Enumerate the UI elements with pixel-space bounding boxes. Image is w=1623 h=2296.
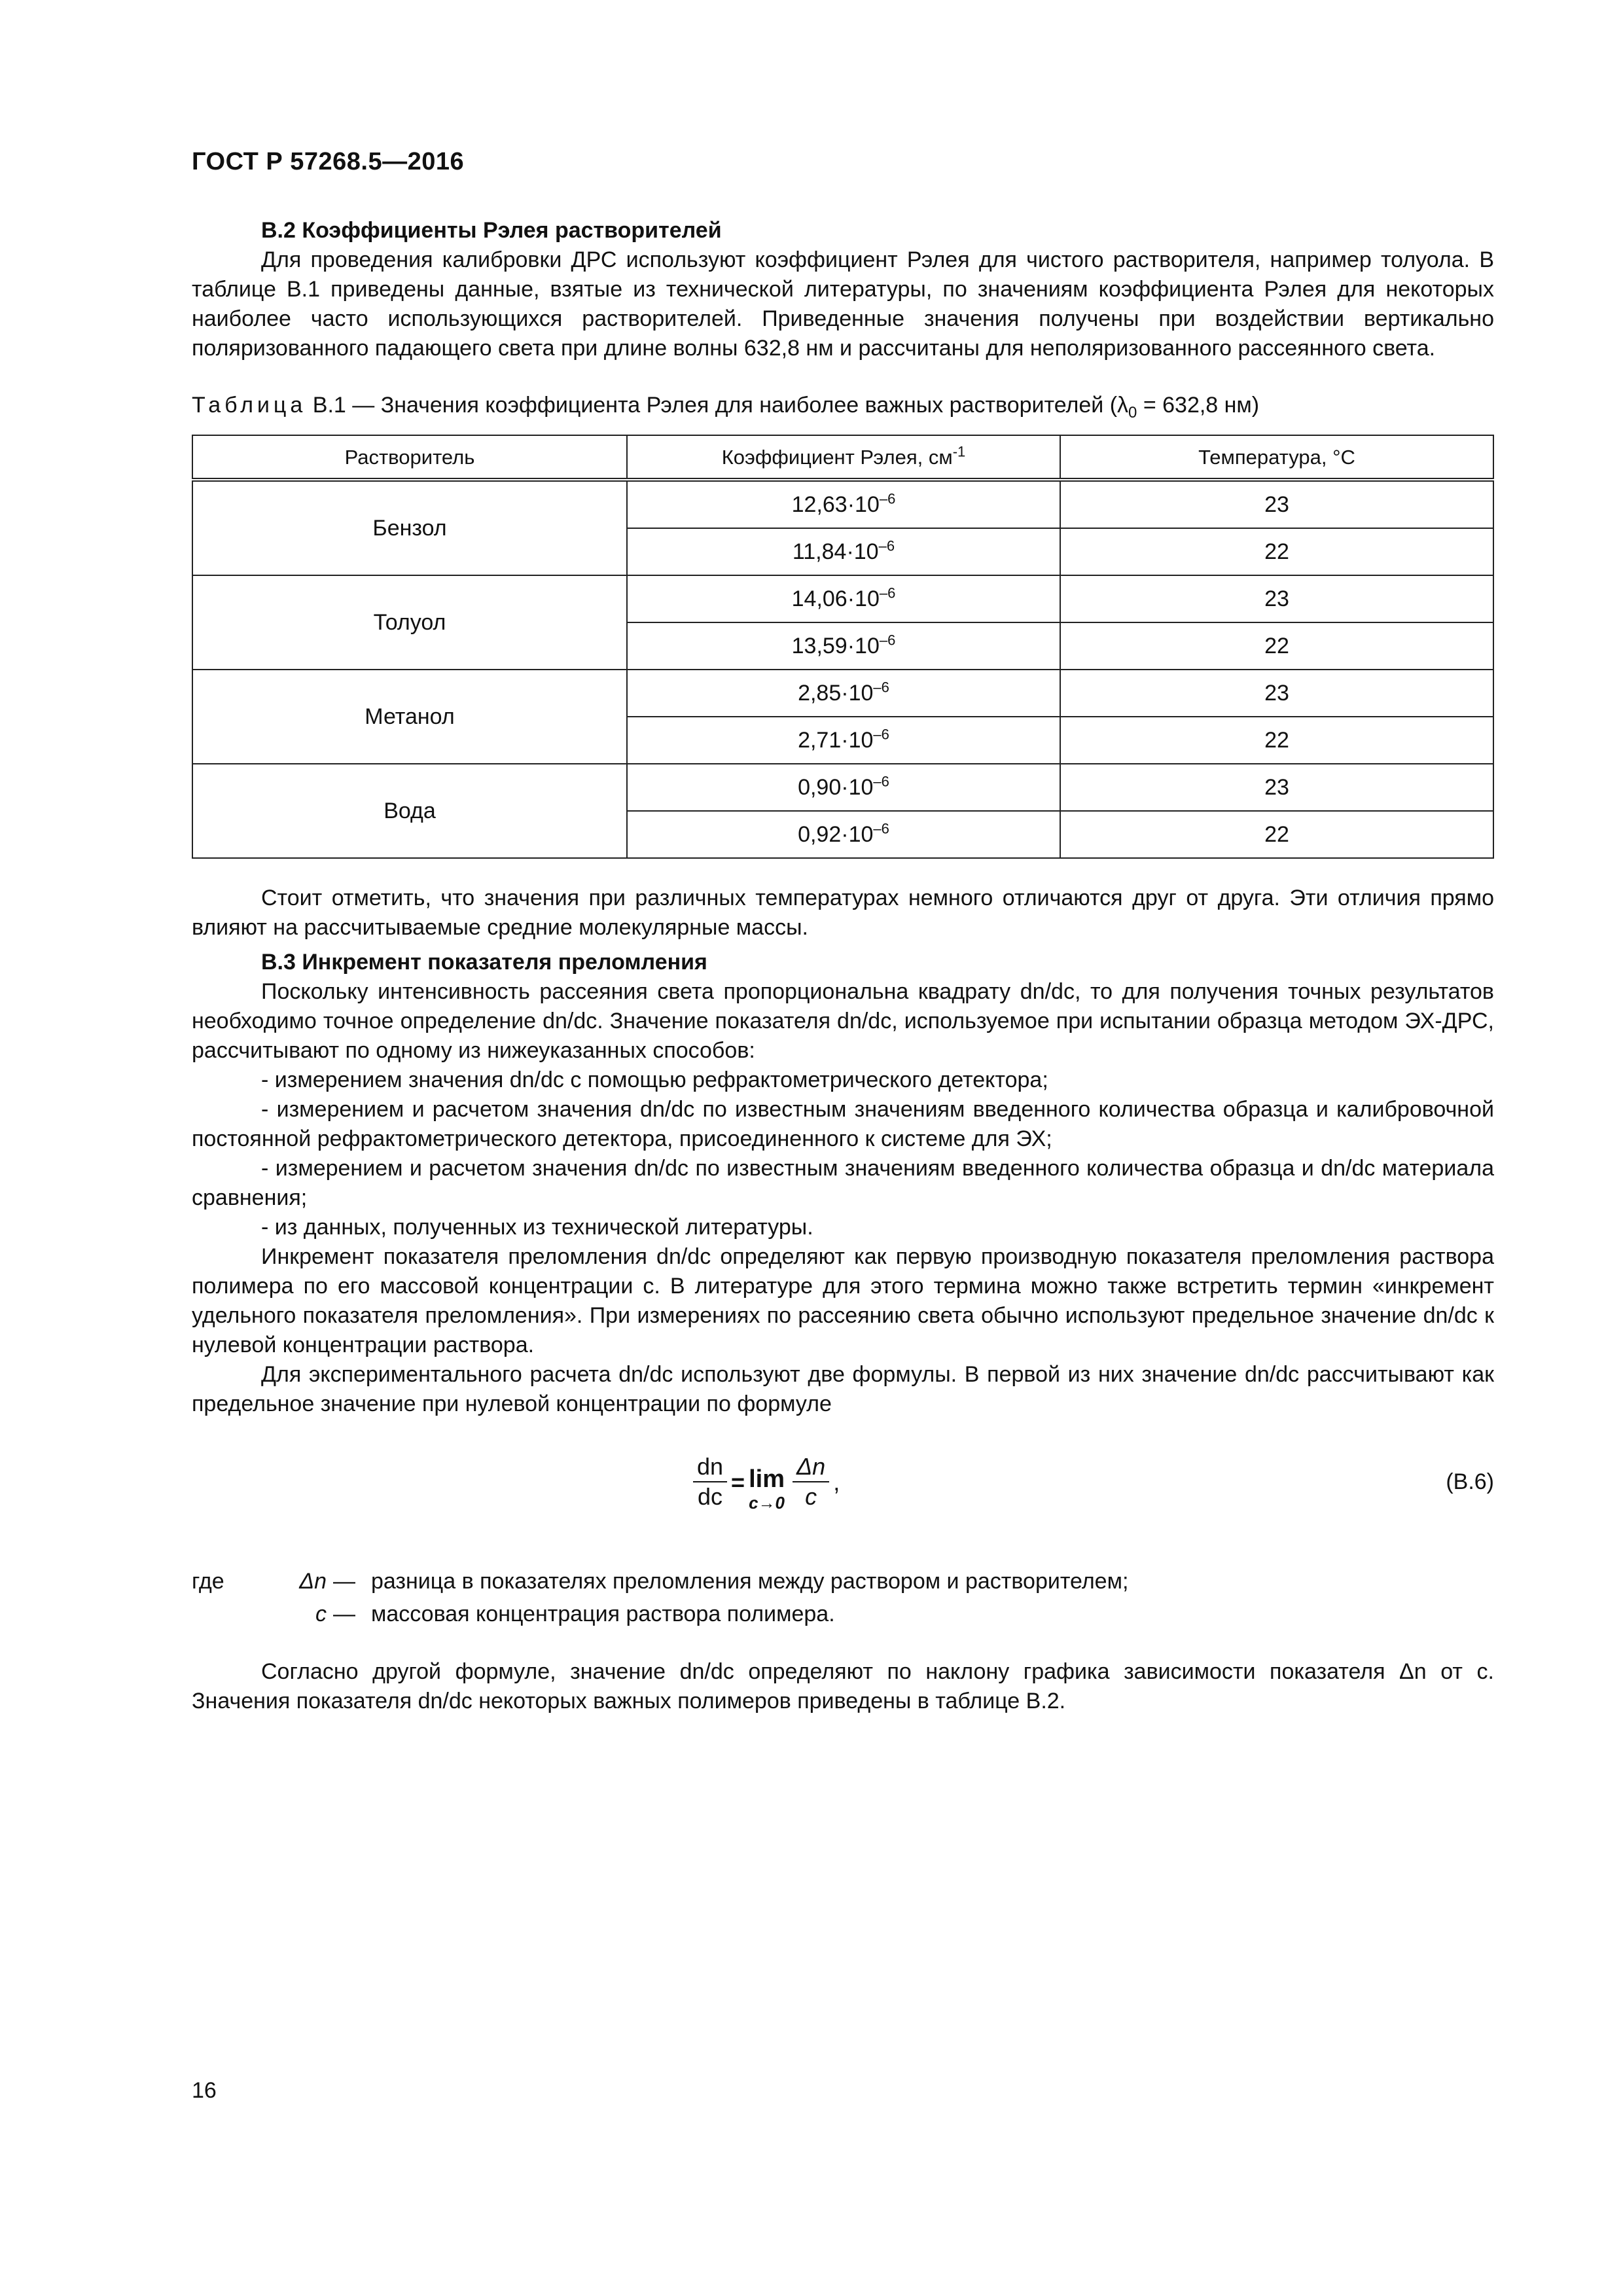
temperature-cell: 22: [1060, 622, 1493, 670]
table-caption: [192, 391, 1494, 420]
coefficient-exponent: –6: [879, 632, 896, 649]
coefficient-cell: [627, 811, 1060, 858]
page-number: 16: [192, 2078, 217, 2103]
coefficient-mantissa: 0,92·10: [798, 821, 874, 847]
table-row: [192, 480, 1493, 528]
formula-b6: [689, 1443, 840, 1521]
temperature-cell: 22: [1060, 528, 1493, 575]
definition-row: [257, 1600, 835, 1629]
fraction-lhs: [693, 1452, 727, 1511]
limit-operator: [749, 1452, 785, 1512]
section-heading-b3: В.3 Инкремент показателя преломления: [261, 950, 707, 975]
coefficient-mantissa: 2,71·10: [798, 727, 874, 753]
list-item: - измерением значения dn/dc с помощью рефрактометрического детектора;: [261, 1067, 1048, 1092]
coefficient-exponent: –6: [879, 490, 896, 507]
coefficient-exponent: –6: [873, 773, 889, 790]
column-header-solvent: Растворитель: [192, 435, 627, 480]
temperature-cell: 23: [1060, 670, 1493, 717]
table-row: [192, 575, 1493, 622]
coefficient-cell: [627, 480, 1060, 528]
column-header-coefficient: [627, 435, 1060, 480]
solvent-cell: Метанол: [192, 670, 627, 764]
temperature-cell: 22: [1060, 717, 1493, 764]
fraction-numerator: dn: [693, 1452, 727, 1482]
coefficient-cell: [627, 717, 1060, 764]
definition-symbol: Δn: [299, 1569, 327, 1594]
coefficient-cell: [627, 575, 1060, 622]
list-item: - измерением и расчетом значения dn/dc по известным значениям введенного количества образца и dn/dc материала сравнения;: [192, 1156, 1494, 1210]
solvent-cell: Толуол: [192, 575, 627, 670]
solvent-cell: Бензол: [192, 480, 627, 575]
definition-text: разница в показателях преломления между раствором и растворителем;: [371, 1569, 1129, 1594]
table-row: [192, 670, 1493, 717]
fraction-numerator: Δn: [793, 1452, 829, 1482]
table-header-row: [192, 435, 1493, 480]
temperature-cell: 22: [1060, 811, 1493, 858]
definition-dash: —: [333, 1569, 355, 1594]
coefficient-cell: [627, 670, 1060, 717]
table-caption-sub: 0: [1128, 403, 1137, 422]
definition-symbol: c: [315, 1602, 327, 1626]
equation-number: (В.6): [1446, 1469, 1494, 1494]
paragraph-after-table: Стоит отметить, что значения при различных температурах немного отличаются друг от друга. Эти отличия прямо влияют на рассчитываемые средние молекулярные массы.: [192, 886, 1494, 940]
coefficient-mantissa: 11,84·10: [792, 539, 879, 564]
temperature-cell: 23: [1060, 480, 1493, 528]
column-header-coefficient-label: Коэффициент Рэлея, см: [721, 445, 953, 469]
section-heading-b2: В.2 Коэффициенты Рэлея растворителей: [261, 218, 722, 243]
table-caption-text: В.1 — Значения коэффициента Рэлея для наиболее важных растворителей (λ: [312, 393, 1129, 418]
coefficient-exponent: –6: [879, 584, 896, 601]
table-caption-end: = 632,8 нм): [1137, 393, 1260, 418]
rayleigh-table: [192, 435, 1494, 859]
list-item: - измерением и расчетом значения dn/dc по известным значениям введенного количества образца и калибровочной постоянной рефрактометрического детектора, присоединенного к системе для ЭХ;: [192, 1097, 1494, 1151]
definition-dash: —: [333, 1602, 355, 1626]
where-label: где: [192, 1569, 224, 1594]
coefficient-mantissa: 0,90·10: [798, 774, 874, 800]
list-item: - из данных, полученных из технической литературы.: [261, 1215, 813, 1240]
variable-definitions: [192, 1567, 1494, 1632]
coefficient-exponent: –6: [878, 537, 895, 554]
coefficient-exponent: –6: [873, 679, 889, 696]
coefficient-cell: [627, 764, 1060, 811]
coefficient-cell: [627, 622, 1060, 670]
fraction-denominator: dc: [698, 1483, 723, 1510]
formula-block: [192, 1443, 1494, 1534]
temperature-cell: 23: [1060, 764, 1493, 811]
column-header-temperature: Температура, °С: [1060, 435, 1493, 480]
column-header-coefficient-unit-exp: -1: [952, 443, 966, 460]
formula-comma: ,: [833, 1468, 840, 1496]
page-content: [192, 216, 1494, 1716]
equals-sign: =: [731, 1468, 745, 1496]
table-caption-word: Таблица: [192, 393, 307, 418]
paragraph-b3-formula-intro: Для экспериментального расчета dn/dc используют две формулы. В первой из них значение dn/dc рассчитывают как предельное значение при нулевой концентрации по формуле: [192, 1362, 1494, 1416]
coefficient-cell: [627, 528, 1060, 575]
limit-word: lim: [749, 1465, 785, 1493]
document-header: ГОСТ Р 57268.5—2016: [192, 148, 465, 175]
definition-text: массовая концентрация раствора полимера.: [371, 1602, 835, 1626]
definition-row: [257, 1567, 1128, 1596]
fraction-denominator: c: [805, 1483, 817, 1510]
fraction-rhs: [793, 1452, 829, 1511]
solvent-cell: Вода: [192, 764, 627, 858]
coefficient-mantissa: 12,63·10: [791, 492, 880, 517]
final-paragraph: Согласно другой формуле, значение dn/dc определяют по наклону графика зависимости показателя Δn от c. Значения показателя dn/dc некоторых важных полимеров приведены в таблице В.2.: [192, 1659, 1494, 1713]
paragraph-b3-definition: Инкремент показателя преломления dn/dc определяют как первую производную показателя преломления раствора полимера по его массовой концентрации c. В литературе для этого термина можно также встретить термин «инкремент удельного показателя преломления». При измерениях по рассеянию света обычно используют предельное значение dn/dc к нулевой концентрации раствора.: [192, 1244, 1494, 1357]
table-row: [192, 764, 1493, 811]
coefficient-exponent: –6: [873, 820, 889, 837]
coefficient-exponent: –6: [873, 726, 889, 743]
coefficient-mantissa: 14,06·10: [791, 586, 880, 611]
paragraph-b2: Для проведения калибровки ДРС используют коэффициент Рэлея для чистого растворителя, например толуола. В таблице В.1 приведены данные, взятые из технической литературы, по значениям коэффициента Рэлея для некоторых наиболее часто использующихся растворителей. Приведенные значения получены при воздействии вертикально поляризованного падающего света при длине волны 632,8 нм и рассчитаны для неполяризованного рассеянного света.: [192, 247, 1494, 361]
temperature-cell: 23: [1060, 575, 1493, 622]
coefficient-mantissa: 13,59·10: [791, 633, 880, 658]
coefficient-mantissa: 2,85·10: [798, 680, 874, 706]
limit-subscript: c→0: [749, 1493, 785, 1513]
paragraph-b3-intro: Поскольку интенсивность рассеяния света пропорциональна квадрату dn/dc, то для получения точных результатов необходимо точное определение dn/dc. Значение показателя dn/dc, используемое при испытании образца методом ЭХ-ДРС, рассчитывают по одному из нижеуказанных способов:: [192, 979, 1494, 1063]
